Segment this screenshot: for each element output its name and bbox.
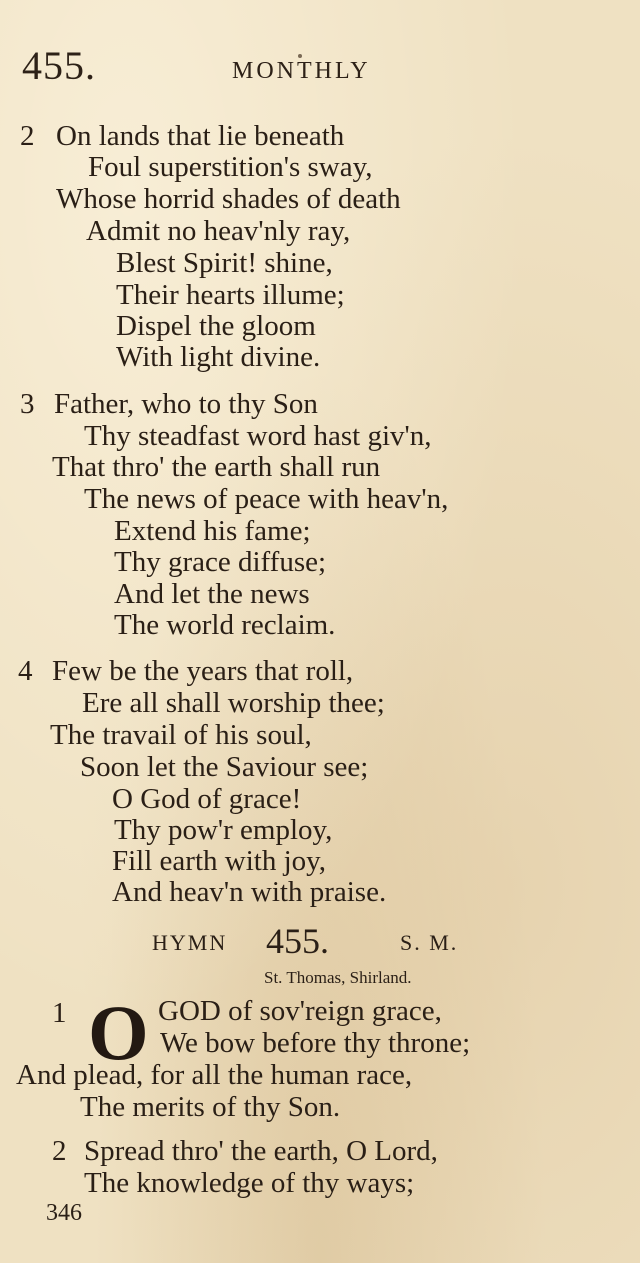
verse-line: That thro' the earth shall run [52, 451, 381, 483]
stanza-number: 1 [52, 997, 67, 1029]
verse-line: And let the news [114, 578, 310, 610]
verse-line: Spread thro' the earth, O Lord, [84, 1135, 438, 1167]
verse-line: We bow before thy throne; [160, 1027, 471, 1059]
verse-line: Thy steadfast word hast giv'n, [84, 420, 432, 452]
verse-line: The news of peace with heav'n, [84, 483, 449, 515]
verse-line: The world reclaim. [114, 609, 336, 641]
verse-line: On lands that lie beneath [56, 120, 345, 152]
verse-line: Blest Spirit! shine, [116, 247, 333, 279]
stanza-number: 2 [20, 120, 35, 152]
verse-line: Dispel the gloom [116, 310, 316, 342]
verse-line: And heav'n with praise. [112, 876, 387, 908]
signature-mark: 346 [46, 1200, 82, 1226]
verse-line: Fill earth with joy, [112, 845, 326, 877]
verse-line: The travail of his soul, [50, 719, 312, 751]
page-number: 455. [22, 43, 96, 88]
hymn-meter: S. M. [400, 930, 459, 955]
stanza-number: 2 [52, 1135, 67, 1167]
verse-line: Thy grace diffuse; [114, 546, 327, 578]
verse-line: Their hearts illume; [116, 279, 345, 311]
verse-line: Whose horrid shades of death [56, 183, 401, 215]
verse-line: With light divine. [116, 341, 321, 373]
verse-line: Father, who to thy Son [54, 388, 318, 420]
verse-line: Admit no heav'nly ray, [86, 215, 351, 247]
verse-line: O God of grace! [112, 783, 302, 815]
verse-line: Extend his fame; [114, 515, 311, 547]
hymn-heading [0, 920, 640, 960]
verse-line: The merits of thy Son. [80, 1091, 341, 1123]
verse-line: Foul superstition's sway, [88, 151, 373, 183]
tune-names: St. Thomas, Shirland. [264, 968, 412, 987]
running-title: MONTHLY [232, 58, 371, 84]
verse-line: The knowledge of thy ways; [84, 1167, 415, 1199]
verse-line: And plead, for all the human race, [16, 1059, 413, 1091]
verse-line: GOD of sov'reign grace, [158, 995, 442, 1027]
hymn-number: 455. [266, 921, 329, 961]
drop-cap: O [88, 989, 149, 1076]
hymn-label: HYMN [152, 930, 228, 955]
stanza-number: 3 [20, 388, 35, 420]
running-head [0, 42, 640, 102]
verse-line: Thy pow'r employ, [114, 814, 333, 846]
verse-line: Ere all shall worship thee; [82, 687, 385, 719]
verse-line: Few be the years that roll, [52, 655, 354, 687]
stanza-number: 4 [18, 655, 33, 687]
verse-line: Soon let the Saviour see; [80, 751, 369, 783]
